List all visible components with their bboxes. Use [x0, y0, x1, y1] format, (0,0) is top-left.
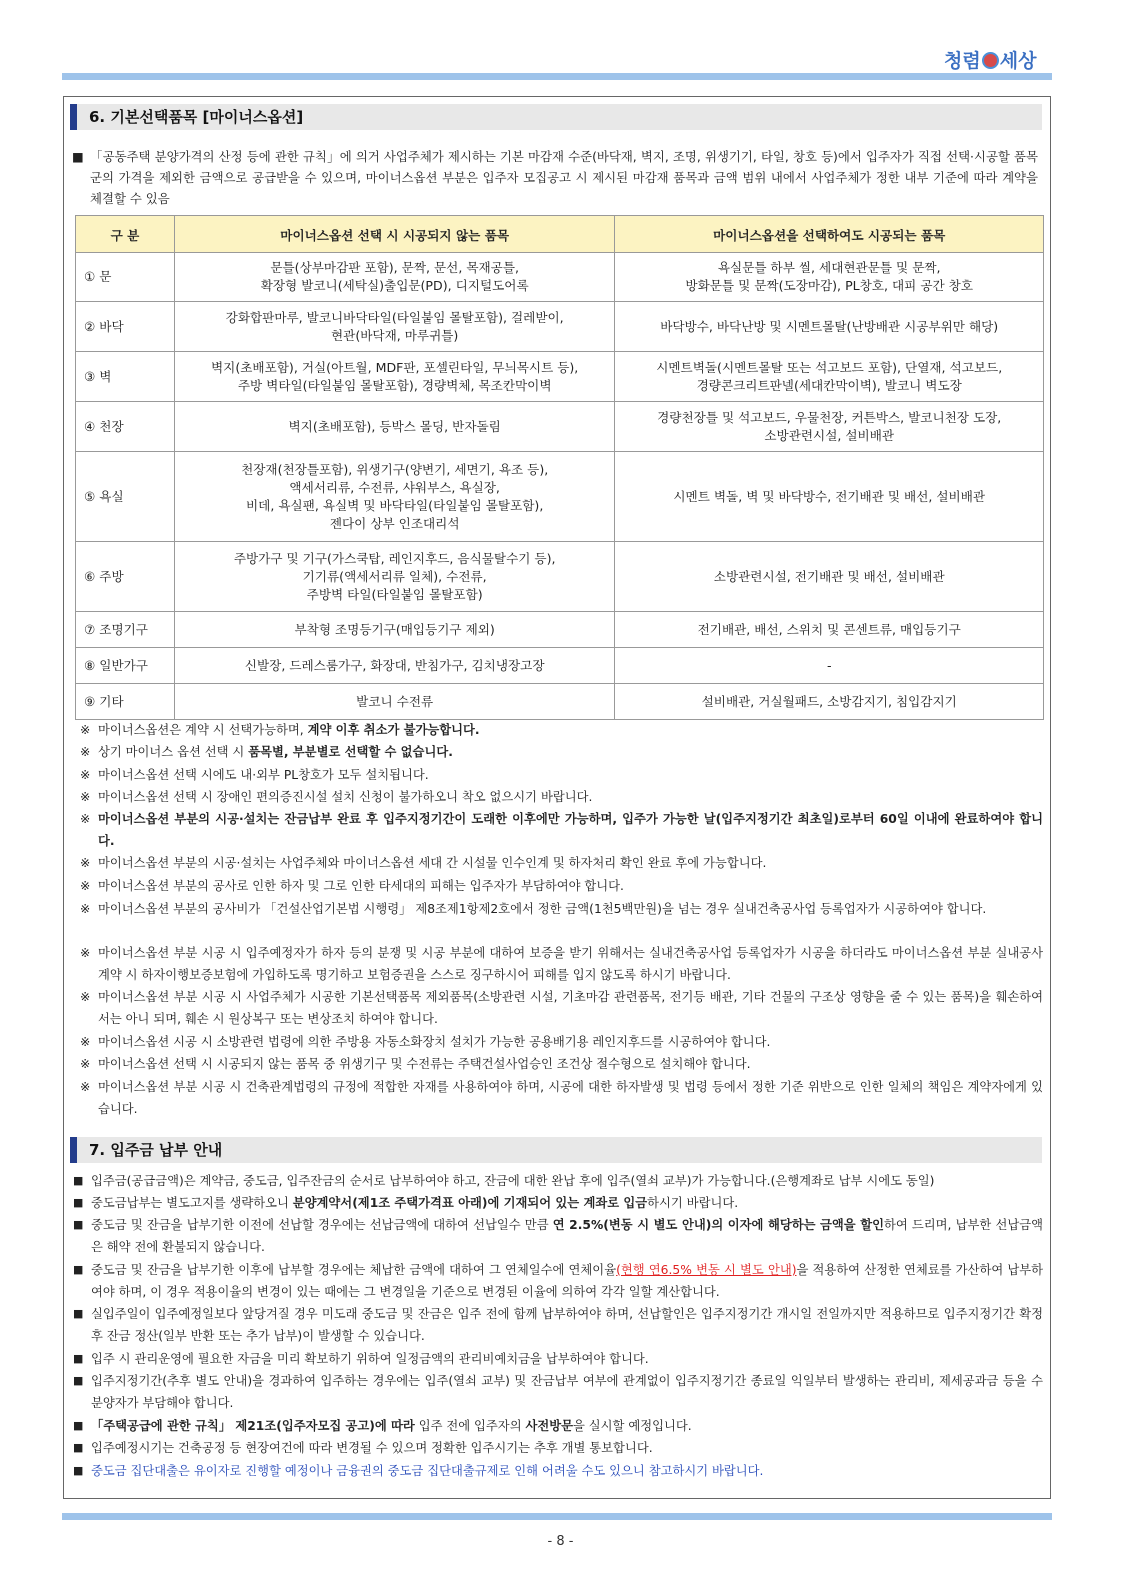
note-text — [80, 741, 1043, 763]
square-bullet-icon: ■ — [73, 1374, 84, 1387]
payment-item — [73, 1437, 1043, 1459]
cell-line: 발코니 수전류 — [356, 693, 434, 709]
note-item — [80, 898, 1043, 920]
cell-line: 문틀(상부마감판 포함), 문짝, 문선, 목재공틀, — [270, 260, 519, 275]
installed-items — [615, 684, 1044, 720]
cell-line: 방화문틀 및 문짝(도장마감), PL창호, 대피 공간 창호 — [685, 278, 974, 293]
note-item — [80, 741, 1043, 763]
option-category: ③ 벽 — [76, 352, 175, 402]
note-item — [80, 852, 1043, 874]
option-category: ⑤ 욕실 — [76, 452, 175, 542]
option-row — [76, 402, 1044, 452]
payment-segment: 중도금 집단대출은 유이자로 진행할 예정이나 금융권의 중도금 집단대출규제로 인해 어려울 수도 있으니 참고하시기 바랍니다. — [91, 1464, 764, 1478]
cell-line: 강화합판마루, 발코니바닥타일(타일붙임 몰탈포함), 걸레받이, — [225, 309, 564, 325]
note-text — [80, 808, 1043, 852]
cell-line: 현관(바닥재, 마루귀틀) — [331, 327, 459, 343]
option-row — [76, 302, 1044, 352]
square-bullet-icon: ■ — [73, 1196, 84, 1209]
installed-items — [615, 612, 1044, 648]
cell-line: 젠다이 상부 인조대리석 — [329, 515, 460, 531]
note-item — [80, 986, 1043, 1030]
note-segment: 마이너스옵션 선택 시 시공되지 않는 품목 중 위생기구 및 수전류는 주택건설사업승인 조건상 절수형으로 설치해야 합니다. — [98, 1057, 751, 1071]
note-segment: 마이너스옵션 시공 시 소방관련 법령에 의한 주방용 자동소화장치 설치가 가능한 공용배기용 레인지후드를 시공하여야 합니다. — [98, 1035, 771, 1049]
square-bullet-icon: ■ — [73, 1218, 84, 1231]
installed-items — [615, 648, 1044, 684]
payment-segment: 중도금납부는 별도고지를 생략하오니 — [91, 1196, 293, 1210]
reference-mark-icon: ※ — [80, 723, 91, 737]
logo-text-left: 청렴 — [944, 50, 981, 72]
note-segment: 마이너스옵션 선택 시 장애인 편의증진시설 설치 신청이 불가하오니 착오 없으시기 바랍니다. — [98, 790, 593, 804]
payment-text — [73, 1370, 1043, 1414]
payment-text — [73, 1192, 1043, 1214]
not-installed-items — [174, 352, 615, 402]
payment-text — [73, 1170, 1043, 1192]
reference-mark-icon: ※ — [80, 946, 91, 960]
square-bullet-icon: ■ — [73, 1263, 84, 1276]
reference-mark-icon: ※ — [80, 1057, 91, 1071]
reference-mark-icon: ※ — [80, 745, 91, 759]
note-item — [80, 786, 1043, 808]
section7-heading — [70, 1137, 1042, 1163]
option-category: ⑧ 일반가구 — [76, 648, 175, 684]
note-item — [80, 875, 1043, 897]
note-segment: 마이너스옵션 부분의 공사로 인한 하자 및 그로 인한 타세대의 피해는 입주자가 부담하여야 합니다. — [98, 879, 624, 893]
note-text — [80, 942, 1043, 986]
page-number: - 8 - — [547, 1534, 574, 1549]
section7-title: 7. 입주금 납부 안내 — [89, 1141, 223, 1159]
not-installed-items — [174, 302, 615, 352]
note-item — [80, 1053, 1043, 1075]
logo-emblem-icon — [982, 52, 999, 69]
note-item — [80, 1031, 1043, 1053]
square-bullet-icon: ■ — [73, 1419, 84, 1432]
note-item — [80, 1076, 1043, 1120]
cell-line: 비데, 욕실팬, 욕실벽 및 바닥타일(타일붙임 몰탈포함), — [246, 497, 544, 513]
installed-items — [615, 302, 1044, 352]
logo — [944, 46, 1036, 73]
reference-mark-icon: ※ — [80, 1080, 91, 1094]
payment-segment: 하여 드리며, 납부한 선납금액은 해약 전에 환불되지 않습니다. — [91, 1218, 1043, 1254]
option-row — [76, 253, 1044, 302]
note-emphasis: 품목별, 부분별로 선택할 수 없습니다. — [248, 745, 453, 759]
not-installed-items — [174, 402, 615, 452]
note-text — [80, 719, 1043, 741]
square-bullet-icon: ■ — [72, 149, 84, 164]
payment-segment: 입주 시 관리운영에 필요한 자금을 미리 확보하기 위하여 일정금액의 관리비예치금을 납부하여야 합니다. — [91, 1352, 649, 1366]
reference-mark-icon: ※ — [80, 856, 91, 870]
note-text — [80, 1031, 1043, 1053]
payment-rate-highlight: (현행 연6.5% 변동 시 별도 안내) — [616, 1263, 797, 1277]
square-bullet-icon: ■ — [73, 1174, 84, 1187]
cell-line: 벽지(초배포함), 거실(아트월, MDF판, 포셀린타일, 무늬목시트 등), — [211, 359, 579, 375]
cell-line: 부착형 조명등기구(매입등기구 제외) — [294, 621, 495, 637]
payment-segment: 입주예정시기는 건축공정 등 현장여건에 따라 변경될 수 있으며 정확한 입주시기는 추후 개별 통보합니다. — [91, 1441, 653, 1455]
bottom-rule — [62, 1513, 1052, 1520]
note-text — [80, 852, 1043, 874]
payment-segment: 을 적용하여 산정한 연체료를 가산하여 납부하여야 하며, 이 경우 적용이율의 변경이 있는 때에는 그 변경일을 기준으로 변경된 이율에 의하여 각각 일할 계산합니다. — [91, 1263, 1043, 1299]
option-category: ① 문 — [76, 253, 175, 302]
cell-line: 천장재(천장틀포함), 위생기구(양변기, 세면기, 욕조 등), — [241, 461, 549, 477]
cell-line: 신발장, 드레스룸가구, 화장대, 반침가구, 김치냉장고장 — [244, 657, 545, 673]
option-table-header — [76, 216, 1044, 253]
note-text — [80, 764, 1043, 786]
payment-emphasis: 「주택공급에 관한 규칙」 제21조(입주자모집 공고)에 따라 — [91, 1419, 415, 1433]
payment-text — [73, 1259, 1043, 1303]
note-emphasis: 계약 이후 취소가 불가능합니다. — [307, 723, 480, 737]
reference-mark-icon: ※ — [80, 790, 91, 804]
not-installed-items — [174, 612, 615, 648]
installed-items — [615, 452, 1044, 542]
header-installed: 마이너스옵션을 선택하여도 시공되는 품목 — [615, 216, 1044, 253]
payment-emphasis: 연 2.5%(변동 시 별도 안내)의 이자에 해당하는 금액을 할인 — [552, 1218, 884, 1232]
square-bullet-icon: ■ — [73, 1441, 84, 1454]
section6-title: 6. 기본선택품목 [마이너스옵션] — [89, 108, 304, 126]
section6-intro-text: 「공동주택 분양가격의 산정 등에 관한 규칙」에 의거 사업주체가 제시하는 기본 마감재 수준(바닥재, 벽지, 조명, 위생기기, 타일, 창호 등)에서 입주자가 직접 선택·시공할 품목군의 가격을 제외한 금액으로 공급받을 수 있으며, 마이너스옵션 부분은 입주자 모집공고 시 제시된 마감재 품목과 금액 범위 내에서 사업주체가 정한 내부 기준에 따라 계약을 체결할 수 있음 — [90, 149, 1038, 206]
payment-text — [73, 1303, 1043, 1347]
reference-mark-icon: ※ — [80, 1035, 91, 1049]
reference-mark-icon: ※ — [80, 990, 91, 1004]
note-item — [80, 719, 1043, 741]
section6-heading — [70, 104, 1042, 130]
cell-line: 욕실문틀 하부 씰, 세대현관문틀 및 문짝, — [717, 260, 941, 275]
payment-text — [73, 1348, 1043, 1370]
payment-text — [73, 1460, 1043, 1482]
header-not-installed: 마이너스옵션 선택 시 시공되지 않는 품목 — [174, 216, 615, 253]
note-segment: 마이너스옵션 부분의 시공·설치는 사업주체와 마이너스옵션 세대 간 시설물 인수인계 및 하자처리 확인 완료 후에 가능합니다. — [98, 856, 767, 870]
payment-segment: 중도금 및 잔금을 납부기한 이후에 납부할 경우에는 체납한 금액에 대하여 그 연체일수에 연체이율 — [91, 1263, 617, 1277]
payment-item — [73, 1259, 1043, 1303]
note-item — [80, 764, 1043, 786]
header-category: 구 분 — [76, 216, 175, 253]
installed-items — [615, 352, 1044, 402]
option-row — [76, 542, 1044, 612]
cell-line: 액세서리류, 수전류, 샤워부스, 욕실장, — [289, 479, 500, 495]
top-rule — [62, 73, 1052, 80]
square-bullet-icon: ■ — [73, 1464, 84, 1477]
note-item — [80, 942, 1043, 986]
note-segment: 마이너스옵션은 계약 시 선택가능하며, — [98, 723, 308, 737]
cell-line: 경량천장틀 및 석고보드, 우물천장, 커튼박스, 발코니천장 도장, — [657, 409, 1002, 425]
installed-items — [615, 253, 1044, 302]
option-category: ⑥ 주방 — [76, 542, 175, 612]
note-text — [80, 786, 1043, 808]
cell-line: 기기류(액세서리류 일체), 수전류, — [302, 568, 487, 584]
note-emphasis: 마이너스옵션 부분의 시공·설치는 잔금납부 완료 후 입주지정기간이 도래한 이후에만 가능하며, 입주가 가능한 날(입주지정기간 최초일)로부터 60일 이내에 완료하여야 합니다. — [98, 812, 1043, 848]
cell-line: 벽지(초배포함), 등박스 몰딩, 반자돌림 — [288, 418, 501, 434]
payment-text — [73, 1437, 1043, 1459]
installed-items — [615, 402, 1044, 452]
payment-item — [73, 1214, 1043, 1258]
installed-items — [615, 542, 1044, 612]
not-installed-items — [174, 684, 615, 720]
not-installed-items — [174, 542, 615, 612]
payment-segment: 실입주일이 입주예정일보다 앞당겨질 경우 미도래 중도금 및 잔금은 입주 전에 함께 납부하여야 하며, 선납할인은 입주지정기간 개시일 전일까지만 적용하므로 입주지정기간 확정 후 잔금 정산(일부 반환 또는 추가 납부)이 발생할 수 있습니다. — [91, 1307, 1043, 1343]
cell-line: 주방벽 타일(타일붙임 몰탈포함) — [306, 586, 483, 602]
option-row — [76, 612, 1044, 648]
payment-item — [73, 1192, 1043, 1214]
option-category: ④ 천장 — [76, 402, 175, 452]
payment-segment: 입주 전에 입주자의 — [414, 1419, 526, 1433]
option-row — [76, 684, 1044, 720]
payment-text — [73, 1415, 1043, 1437]
note-text — [80, 1053, 1043, 1075]
payment-segment: 중도금 및 잔금을 납부기한 이전에 선납할 경우에는 선납금액에 대하여 선납일수 만큼 — [91, 1218, 553, 1232]
note-text — [80, 986, 1043, 1030]
cell-line: 전기배관, 배선, 스위치 및 콘센트류, 매입등기구 — [697, 621, 961, 637]
payment-item — [73, 1303, 1043, 1347]
payment-text — [73, 1214, 1043, 1258]
option-row — [76, 648, 1044, 684]
note-text — [80, 875, 1043, 897]
option-row — [76, 352, 1044, 402]
reference-mark-icon: ※ — [80, 902, 91, 916]
payment-segment: 입주금(공급금액)은 계약금, 중도금, 입주잔금의 순서로 납부하여야 하고, 잔금에 대한 완납 후에 입주(열쇠 교부)가 가능합니다.(은행계좌로 납부 시에도 동일) — [91, 1174, 935, 1188]
note-segment: 마이너스옵션 선택 시에도 내·외부 PL창호가 모두 설치됩니다. — [98, 768, 429, 782]
payment-emphasis: 분양계약서(제1조 주택가격표 아래)에 기재되어 있는 계좌로 입금 — [292, 1196, 648, 1210]
option-category: ⑦ 조명기구 — [76, 612, 175, 648]
note-segment: 마이너스옵션 부분 시공 시 건축관계법령의 규정에 적합한 자재를 사용하여야 하며, 시공에 대한 하자발생 및 법령 등에서 정한 기준 위반으로 인한 일체의 책임은 계약자에게 있습니다. — [98, 1080, 1043, 1116]
option-row — [76, 452, 1044, 542]
note-text — [80, 898, 1043, 920]
option-category: ② 바닥 — [76, 302, 175, 352]
cell-line: 바닥방수, 바닥난방 및 시멘트몰탈(난방배관 시공부위만 해당) — [660, 318, 999, 334]
payment-item — [73, 1370, 1043, 1414]
payment-item — [73, 1348, 1043, 1370]
note-segment: 상기 마이너스 옵션 선택 시 — [98, 745, 249, 759]
payment-item — [73, 1170, 1043, 1192]
option-category: ⑨ 기타 — [76, 684, 175, 720]
note-segment: 마이너스옵션 부분 시공 시 사업주체가 시공한 기본선택품목 제외품목(소방관련 시설, 기초마감 관련품목, 전기등 배관, 기타 건물의 구조상 영향을 줄 수 있는 품목)을 훼손하여서는 아니 되며, 훼손 시 원상복구 또는 변상조치 하여야 합니다. — [98, 990, 1043, 1026]
note-item — [80, 808, 1043, 852]
not-installed-items — [174, 253, 615, 302]
not-installed-items — [174, 452, 615, 542]
note-text — [80, 1076, 1043, 1120]
square-bullet-icon: ■ — [73, 1352, 84, 1365]
reference-mark-icon: ※ — [80, 768, 91, 782]
note-segment: 마이너스옵션 부분 시공 시 입주예정자가 하자 등의 분쟁 및 시공 부분에 대하여 보증을 받기 위해서는 실내건축공사업 등록업자가 시공을 하더라도 마이너스옵션 부분 실내공사 계약 시 하자이행보증보험에 가입하도록 명기하고 보험증권을 스스로 징구하시어 피해를 입지 않도록 하시기 바랍니다. — [98, 946, 1043, 982]
note-segment: 마이너스옵션 부분의 공사비가 「건설산업기본법 시행령」 제8조제1항제2호에서 정한 금액(1천5백만원)을 넘는 경우 실내건축공사업 등록업자가 시공하여야 합니다. — [98, 902, 987, 916]
reference-mark-icon: ※ — [80, 812, 91, 826]
square-bullet-icon: ■ — [73, 1307, 84, 1320]
cell-line: 시멘트 벽돌, 벽 및 바닥방수, 전기배관 및 배선, 설비배관 — [673, 488, 986, 504]
option-table — [75, 215, 1044, 720]
payment-item — [73, 1460, 1043, 1482]
cell-line: 주방 벽타일(타일붙임 몰탈포함), 경량벽체, 목조칸막이벽 — [237, 377, 552, 393]
cell-line: 확장형 발코니(세탁실)출입문(PD), 디지털도어록 — [260, 278, 529, 293]
section6-intro — [72, 146, 1038, 209]
payment-emphasis: 사전방문 — [525, 1419, 573, 1433]
payment-segment: 을 실시할 예정입니다. — [573, 1419, 692, 1433]
logo-text-right: 세상 — [999, 50, 1037, 72]
reference-mark-icon: ※ — [80, 879, 91, 893]
cell-line: 소방관련시설, 전기배관 및 배선, 설비배관 — [713, 568, 945, 584]
cell-line: 시멘트벽돌(시멘트몰탈 또는 석고보드 포함), 단열재, 석고보드, — [656, 359, 1003, 375]
not-installed-items — [174, 648, 615, 684]
cell-line: 주방가구 및 기구(가스쿡탑, 레인지후드, 음식물탈수기 등), — [233, 550, 556, 566]
cell-line: 소방관련시설, 설비배관 — [764, 427, 895, 443]
cell-line: 설비배관, 거실월패드, 소방감지기, 침입감지기 — [701, 693, 957, 709]
payment-segment: 하시기 바랍니다. — [647, 1196, 739, 1210]
cell-line: 경량콘크리트판넬(세대칸막이벽), 발코니 벽도장 — [696, 377, 962, 393]
payment-item — [73, 1415, 1043, 1437]
cell-line: - — [826, 657, 832, 673]
payment-segment: 입주지정기간(추후 별도 안내)을 경과하여 입주하는 경우에는 입주(열쇠 교부) 및 잔금납부 여부에 관계없이 입주지정기간 종료일 익일부터 발생하는 관리비, 제세공과금 등을 수분양자가 부담해야 합니다. — [91, 1374, 1043, 1410]
